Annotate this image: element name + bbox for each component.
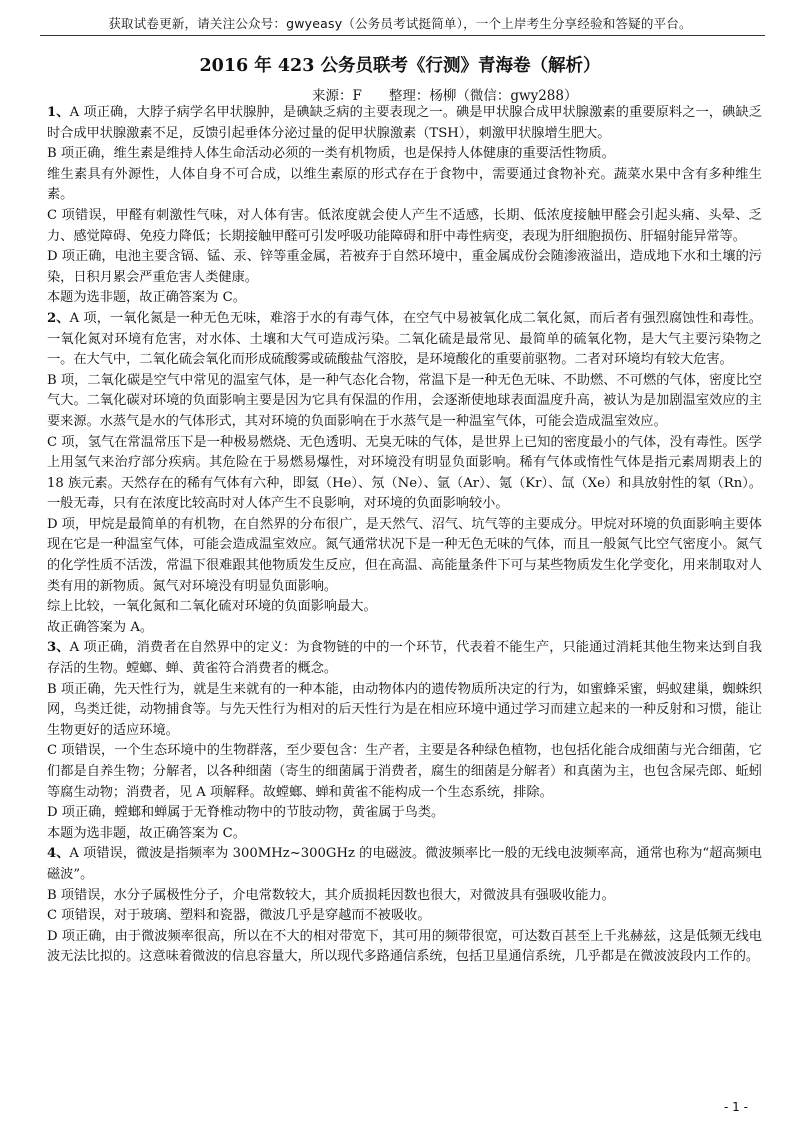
paragraph-text: B 项错误，水分子属极性分子，介电常数较大，其介质损耗因数也很大，对微波具有强吸收能力。: [47, 887, 615, 903]
paragraph-text: C 项，氢气在常温常压下是一种极易燃烧、无色透明、无臭无味的气体，是世界上已知的密度最小的气体，没有毒性。医学上用氢气来治疗部分疾病。其危险在于易燃易爆性，对环境没有明显负面影响。稀有气体或惰性气体是指元素周期表上的 18 族元素。天然存在的稀有气体有六种，即氦（He）、氖（Ne）、氩（Ar）、氪（Kr）、氙（Xe）和具放射性的氡（Rn）。一般无毒，只有在浓度比较高时对人体产生不良影响，对环境的负面影响较小。: [47, 434, 762, 512]
paragraph-text: B 项正确，维生素是维持人体生命活动必须的一类有机物质，也是保持人体健康的重要活性物质。: [47, 146, 615, 162]
answer-paragraph: [47, 206, 762, 247]
answer-paragraph: [47, 906, 762, 927]
answer-paragraph: [47, 165, 762, 206]
paragraph-text: A 项正确，消费者在自然界中的定义：为食物链的中的一个环节，代表着不能生产，只能通过消耗其他生物来达到自我存活的生物。螳螂、蝉、黄雀符合消费者的概念。: [47, 640, 762, 677]
paragraph-text: B 项正确，先天性行为，就是生来就有的一种本能，由动物体内的遗传物质所决定的行为，如蜜蜂采蜜，蚂蚁建巢，蜘蛛织网，鸟类迁徙，动物捕食等。与先天性行为相对的后天性行为是在相应环境中通过学习而建立起来的一种反射和习惯，能让生物更好的适应环境。: [47, 681, 762, 738]
paragraph-text: D 项正确，电池主要含镉、锰、汞、锌等重金属，若被弃于自然环境中，重金属成份会随渗液溢出，造成地下水和土壤的污染，日积月累会严重危害人类健康。: [47, 249, 762, 285]
paragraph-text: 本题为选非题，故正确答案为 C。: [47, 290, 246, 306]
paragraph-text: A 项，一氧化氮是一种无色无味，难溶于水的有毒气体，在空气中易被氧化成二氧化氮，而后者有强烈腐蚀性和毒性。一氧化氮对环境有危害，对水体、土壤和大气可造成污染。二氧化硫是最常见、最简单的硫氧化物，是大气主要污染物之一。在大气中，二氧化硫会氧化而形成硫酸雾或硫酸盐气溶胶，是环境酸化的重要前驱物。二者对环境均有较大危害。: [47, 310, 762, 368]
question-number: 2、: [47, 310, 70, 326]
answer-paragraph: [47, 371, 762, 433]
question-number: 3、: [47, 640, 70, 656]
answer-paragraph: [47, 433, 762, 515]
answer-paragraph: [47, 803, 762, 824]
answer-paragraph: [47, 618, 762, 639]
question-number: 4、: [47, 846, 70, 862]
answer-paragraph: [47, 309, 762, 371]
paragraph-text: A 项正确，大脖子病学名甲状腺肿，是碘缺乏病的主要表现之一。碘是甲状腺合成甲状腺激素的重要原料之一，碘缺乏时合成甲状腺激素不足，反馈引起垂体分泌过量的促甲状腺激素（TSH），刺激甲状腺增生肥大。: [47, 105, 762, 141]
document-title: 2016 年 423 公务员联考《行测》青海卷（解析）: [199, 56, 601, 76]
paragraph-text: A 项错误，微波是指频率为 300MHz~300GHz 的电磁波。微波频率比一般的无线电波频率高，通常也称为“超高频电磁波”。: [47, 846, 762, 882]
page-number: - 1 -: [724, 1100, 748, 1114]
answer-paragraph: [47, 597, 762, 618]
answer-paragraph: [47, 288, 762, 309]
answer-paragraph: [47, 144, 762, 165]
paragraph-text: 本题为选非题，故正确答案为 C。: [47, 825, 246, 841]
paragraph-text: D 项，甲烷是最简单的有机物，在自然界的分布很广，是天然气、沼气、坑气等的主要成分。甲烷对环境的负面影响主要体现在它是一种温室气体，可能会造成温室效应。氮气通常状况下是一种无色无味的气体，而且一般氮气比空气密度小。氮气的化学性质不活泼，常温下很难跟其他物质发生反应，但在高温、高能量条件下可与某些物质发生化学变化，用来制取对人类有用的新物质。氮气对环境没有明显负面影响。: [47, 516, 762, 594]
answer-paragraph: [47, 680, 762, 742]
answer-paragraph: [47, 927, 762, 968]
answer-paragraph: [47, 741, 762, 803]
source-line: 来源：F 整理：杨柳（微信：gwy288）: [312, 88, 578, 104]
answer-paragraph: [47, 638, 762, 679]
paragraph-text: C 项错误，甲醛有刺激性气味，对人体有害。低浓度就会使人产生不适感，长期、低浓度接触甲醛会引起头痛、头晕、乏力、感觉障碍、免疫力降低；长期接触甲醛可引发呼吸功能障碍和肝中毒性病变，表现为肝细胞损伤、肝辐射能异常等。: [47, 207, 762, 244]
document-body: [47, 103, 762, 968]
paragraph-text: C 项错误，一个生态环境中的生物群落，至少要包含：生产者，主要是各种绿色植物，也包括化能合成细菌与光合细菌，它们都是自养生物；分解者，以各种细菌（寄生的细菌属于消费者，腐生的细菌是分解者）和真菌为主，也包含屎壳郎、蚯蚓等腐生动物；消费者，见 A 项解释。故螳螂、蝉和黄雀不能构成一个生态系统，排除。: [47, 743, 762, 800]
paragraph-text: D 项正确，由于微波频率很高，所以在不大的相对带宽下，其可用的频带很宽，可达数百甚至上千兆赫兹，这是低频无线电波无法比拟的。这意味着微波的信息容量大，所以现代多路通信系统，包括卫星通信系统，几乎都是在微波波段内工作的。: [47, 928, 762, 965]
paragraph-text: 故正确答案为 A。: [47, 619, 154, 635]
paragraph-text: D 项正确，螳螂和蝉属于无脊椎动物中的节肢动物，黄雀属于鸟类。: [47, 805, 445, 821]
paragraph-text: 综上比较，一氧化氮和二氧化硫对环境的负面影响最大。: [47, 599, 377, 615]
header-banner: 获取试卷更新，请关注公众号：gwyeasy（公务员考试挺简单），一个上岸考生分享经验和答疑的平台。: [108, 16, 692, 31]
answer-paragraph: [47, 515, 762, 597]
question-number: 1、: [47, 105, 70, 120]
answer-paragraph: [47, 824, 762, 845]
answer-paragraph: [47, 103, 762, 144]
paragraph-text: 维生素具有外源性，人体自身不可合成，以维生素原的形式存在于食物中，需要通过食物补充。蔬菜水果中含有多种维生素。: [47, 166, 762, 203]
paragraph-text: B 项，二氧化碳是空气中常见的温室气体，是一种气态化合物，常温下是一种无色无味、不助燃、不可燃的气体，密度比空气大。二氧化碳对环境的负面影响主要是因为它具有保温的作用，会逐渐使地球表面温度升高，被认为是加剧温室效应的主要来源。水蒸气是水的气体形式，其对环境的负面影响在于水蒸气是一种温室气体，可能会造成温室效应。: [47, 372, 762, 429]
answer-paragraph: [47, 844, 762, 885]
paragraph-text: C 项错误，对于玻璃、塑料和瓷器，微波几乎是穿越而不被吸收。: [47, 908, 431, 924]
answer-paragraph: [47, 886, 762, 907]
header-rule: [40, 35, 765, 36]
answer-paragraph: [47, 247, 762, 288]
